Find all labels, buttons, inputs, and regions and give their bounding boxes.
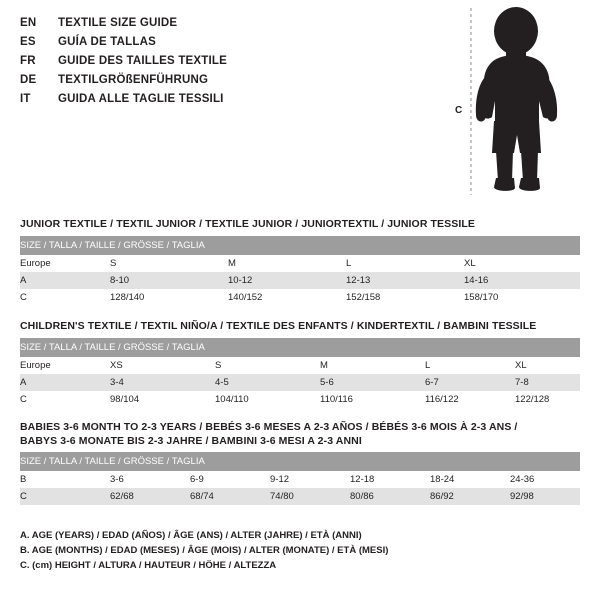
cell: 62/68	[110, 488, 190, 505]
language-header	[20, 14, 440, 109]
cell: 68/74	[190, 488, 270, 505]
cell: M	[320, 357, 425, 374]
table-row	[20, 357, 580, 374]
cell: 12-18	[350, 471, 430, 488]
cell: S	[215, 357, 320, 374]
cell: S	[110, 255, 228, 272]
footnote-a: A. AGE (YEARS) / EDAD (AÑOS) / ÂGE (ANS) / ALTER (JAHRE) / ETÀ (ANNI)	[20, 530, 362, 541]
cell: 128/140	[110, 289, 228, 306]
language-text: GUIDA ALLE TAGLIE TESSILI	[58, 93, 224, 105]
cell: 98/104	[110, 391, 215, 408]
row-label: B	[20, 471, 110, 488]
table-row	[20, 374, 580, 391]
cell: 10-12	[228, 272, 346, 289]
table-header-row	[20, 236, 580, 255]
table-row	[20, 272, 580, 289]
cell: 140/152	[228, 289, 346, 306]
row-label: C	[20, 391, 110, 408]
cell: 104/110	[215, 391, 320, 408]
language-row	[20, 71, 440, 90]
cell: 14-16	[464, 272, 580, 289]
language-text: GUÍA DE TALLAS	[58, 36, 156, 48]
table-row	[20, 488, 580, 505]
junior-size-table	[20, 236, 580, 306]
language-text: TEXTILGRÖßENFÜHRUNG	[58, 74, 209, 86]
size-header-label: SIZE / TALLA / TAILLE / GRÖSSE / TAGLIA	[20, 338, 580, 357]
cell: 12-13	[346, 272, 464, 289]
section-title-children: CHILDREN'S TEXTILE / TEXTIL NIÑO/A / TEXTILE DES ENFANTS / KINDERTEXTIL / BAMBINI TESSILE	[20, 320, 537, 332]
footnotes	[20, 528, 388, 573]
cell: M	[228, 255, 346, 272]
language-row	[20, 33, 440, 52]
cell: 122/128	[515, 391, 580, 408]
table-header-row	[20, 338, 580, 357]
language-code: DE	[20, 74, 37, 86]
cell: 4-5	[215, 374, 320, 391]
row-label: Europe	[20, 255, 110, 272]
cell: XS	[110, 357, 215, 374]
section-title-babies	[20, 420, 517, 448]
footnote-c: C. (cm) HEIGHT / ALTURA / HAUTEUR / HÖHE / ALTEZZA	[20, 560, 277, 571]
language-row	[20, 90, 440, 109]
language-code: EN	[20, 17, 37, 29]
row-label: A	[20, 374, 110, 391]
cell: 18-24	[430, 471, 510, 488]
size-header-label: SIZE / TALLA / TAILLE / GRÖSSE / TAGLIA	[20, 452, 580, 471]
section-title-babies-line2: BABYS 3-6 MONATE BIS 2-3 JAHRE / BAMBINI 3-6 MESI A 2-3 ANNI	[20, 435, 362, 447]
cell: L	[425, 357, 515, 374]
row-label: C	[20, 289, 110, 306]
table-header-row	[20, 452, 580, 471]
table-row	[20, 289, 580, 306]
cell: 116/122	[425, 391, 515, 408]
row-label: C	[20, 488, 110, 505]
cell: 6-7	[425, 374, 515, 391]
row-label: A	[20, 272, 110, 289]
cell: 3-6	[110, 471, 190, 488]
cell: 8-10	[110, 272, 228, 289]
footnote-b: B. AGE (MONTHS) / EDAD (MESES) / ÂGE (MOIS) / ALTER (MONATE) / ETÀ (MESI)	[20, 545, 389, 556]
cell: 92/98	[510, 488, 580, 505]
cell: 152/158	[346, 289, 464, 306]
section-title-babies-line1: BABIES 3-6 MONTH TO 2-3 YEARS / BEBÉS 3-6 MESES A 2-3 AÑOS / BÉBÉS 3-6 MOIS À 2-3 ANS /	[20, 421, 518, 433]
size-header-label: SIZE / TALLA / TAILLE / GRÖSSE / TAGLIA	[20, 236, 580, 255]
cell: 110/116	[320, 391, 425, 408]
cell: 9-12	[270, 471, 350, 488]
cell: XL	[515, 357, 580, 374]
cell: 7-8	[515, 374, 580, 391]
cell: 158/170	[464, 289, 580, 306]
table-row	[20, 255, 580, 272]
figure-height-label: C	[455, 105, 463, 116]
cell: XL	[464, 255, 580, 272]
cell: 80/86	[350, 488, 430, 505]
language-row	[20, 14, 440, 33]
cell: 5-6	[320, 374, 425, 391]
table-row	[20, 471, 580, 488]
children-size-table	[20, 338, 580, 408]
language-code: FR	[20, 55, 36, 67]
cell: 3-4	[110, 374, 215, 391]
row-label: Europe	[20, 357, 110, 374]
babies-size-table	[20, 452, 580, 505]
cell: 74/80	[270, 488, 350, 505]
cell: 6-9	[190, 471, 270, 488]
child-silhouette-figure	[440, 5, 590, 200]
language-text: GUIDE DES TAILLES TEXTILE	[58, 55, 227, 67]
table-row	[20, 391, 580, 408]
language-row	[20, 52, 440, 71]
language-code: IT	[20, 93, 31, 105]
language-code: ES	[20, 36, 36, 48]
cell: 24-36	[510, 471, 580, 488]
cell: 86/92	[430, 488, 510, 505]
language-text: TEXTILE SIZE GUIDE	[58, 17, 178, 29]
section-title-junior: JUNIOR TEXTILE / TEXTIL JUNIOR / TEXTILE JUNIOR / JUNIORTEXTIL / JUNIOR TESSILE	[20, 218, 475, 230]
cell: L	[346, 255, 464, 272]
